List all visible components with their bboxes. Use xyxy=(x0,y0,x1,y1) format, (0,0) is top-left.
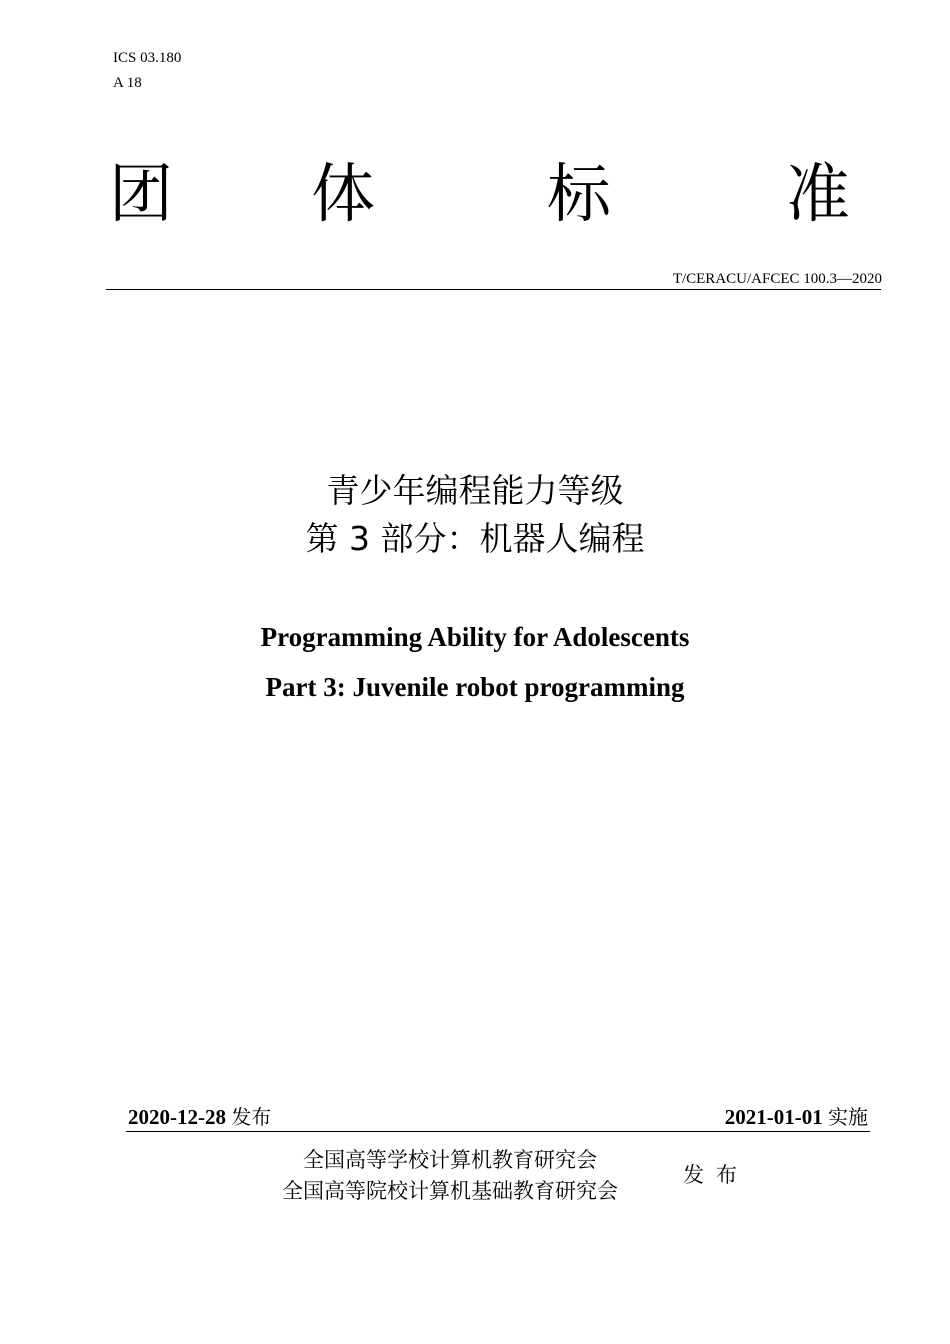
english-title-line-1: Programming Ability for Adolescents xyxy=(260,622,690,652)
issuer-organization-2: 全国高等院校计算机基础教育研究会 xyxy=(282,1179,618,1203)
bottom-divider xyxy=(126,1131,870,1132)
standard-number: T/CERACU/AFCEC 100.3—2020 xyxy=(672,271,882,287)
heading-char-2: 体 xyxy=(311,158,375,232)
effective-date: 2021-01-01 xyxy=(724,1105,823,1129)
chinese-title-line-1: 青少年编程能力等级 xyxy=(326,471,624,510)
release-date: 2020-12-28 xyxy=(128,1105,226,1129)
english-title-line-2: Part 3: Juvenile robot programming xyxy=(265,672,685,702)
effective-label: 实施 xyxy=(828,1105,868,1129)
release-label: 发布 xyxy=(231,1105,272,1129)
heading-char-4: 准 xyxy=(786,158,850,232)
issuer-organization-1: 全国高等学校计算机教育研究会 xyxy=(303,1148,597,1172)
ics-code: ICS 03.180 xyxy=(113,50,182,66)
heading-char-3: 标 xyxy=(547,158,611,232)
heading-char-1: 团 xyxy=(109,158,173,232)
release-date-line xyxy=(128,1103,271,1131)
issue-label: 发布 xyxy=(683,1163,749,1187)
chinese-title-line-2: 第 3 部分：机器人编程 xyxy=(305,519,645,558)
effective-date-line xyxy=(725,1103,868,1131)
ccs-code: A 18 xyxy=(113,75,142,91)
top-divider xyxy=(106,289,881,290)
